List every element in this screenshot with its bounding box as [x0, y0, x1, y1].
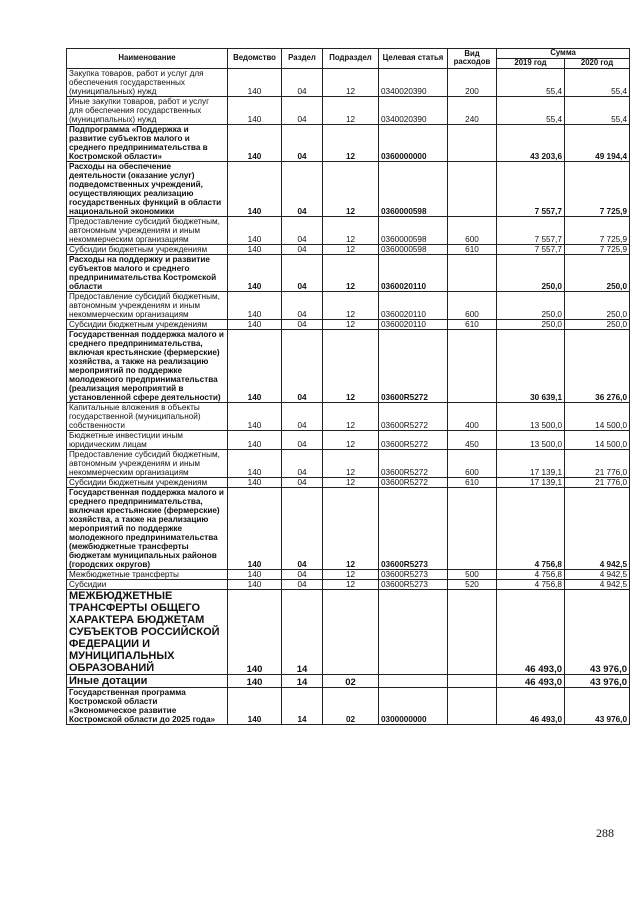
row-name: Государственная поддержка малого и среднего предпринимательства, включая крестьянские (фермерские) хозяйства, а также на реализацию мероприятий по поддержке молодежного предпринимательства (реализация мероприятий в установленной сфере деятельности)	[67, 329, 228, 402]
row-name: МЕЖБЮДЖЕТНЫЕ ТРАНСФЕРТЫ ОБЩЕГО ХАРАКТЕРА БЮДЖЕТАМ СУБЪЕКТОВ РОССИЙСКОЙ ФЕДЕРАЦИИ И МУНИЦИПАЛЬНЫХ ОБРАЗОВАНИЙ	[67, 589, 228, 674]
row-sum-2019: 7 557,7	[497, 216, 565, 244]
row-sum-2019: 7 557,7	[497, 244, 565, 254]
row-subsection: 12	[323, 291, 379, 319]
col-header-section: Раздел	[282, 49, 323, 69]
page-number: 288	[596, 826, 614, 840]
row-section: 04	[282, 487, 323, 569]
row-sum-2020: 250,0	[565, 319, 630, 329]
row-section: 04	[282, 124, 323, 161]
row-type: 600	[448, 216, 497, 244]
row-dept: 140	[228, 244, 282, 254]
row-target: 0360000598	[379, 216, 448, 244]
row-dept: 140	[228, 487, 282, 569]
row-name: Расходы на поддержку и развитие субъектов малого и среднего предпринимательства Костромской области	[67, 254, 228, 291]
row-sum-2019: 13 500,0	[497, 402, 565, 430]
table-row	[67, 124, 630, 161]
row-section: 04	[282, 477, 323, 487]
row-type	[448, 161, 497, 216]
row-name: Закупка товаров, работ и услуг для обеспечения государственных (муниципальных) нужд	[67, 68, 228, 96]
row-subsection: 02	[323, 687, 379, 724]
row-dept: 140	[228, 449, 282, 477]
row-subsection: 12	[323, 319, 379, 329]
row-subsection: 12	[323, 124, 379, 161]
table-row	[67, 68, 630, 96]
row-subsection: 12	[323, 68, 379, 96]
table-row	[67, 430, 630, 449]
row-sum-2020: 21 776,0	[565, 477, 630, 487]
row-sum-2019: 55,4	[497, 68, 565, 96]
row-name: Расходы на обеспечение деятельности (оказание услуг) подведомственных учреждений, осуществляющих реализацию государственных функций в области национальной экономики	[67, 161, 228, 216]
row-dept: 140	[228, 319, 282, 329]
table-body	[67, 68, 630, 724]
row-subsection: 12	[323, 254, 379, 291]
row-subsection: 12	[323, 487, 379, 569]
row-target: 0340020390	[379, 96, 448, 124]
table-row	[67, 216, 630, 244]
row-section: 04	[282, 430, 323, 449]
row-sum-2019: 17 139,1	[497, 477, 565, 487]
row-name: Предоставление субсидий бюджетным, автономным учреждениям и иным некоммерческим организациям	[67, 291, 228, 319]
row-target: 03600R5272	[379, 477, 448, 487]
row-type	[448, 487, 497, 569]
row-target: 03600R5273	[379, 487, 448, 569]
col-header-dept: Ведомство	[228, 49, 282, 69]
row-dept: 140	[228, 402, 282, 430]
row-sum-2020: 55,4	[565, 96, 630, 124]
row-target: 0300000000	[379, 687, 448, 724]
col-header-target: Целевая статья	[379, 49, 448, 69]
row-sum-2019: 30 639,1	[497, 329, 565, 402]
table-row	[67, 569, 630, 579]
row-type	[448, 124, 497, 161]
table-row	[67, 329, 630, 402]
row-dept: 140	[228, 477, 282, 487]
row-section: 04	[282, 96, 323, 124]
row-subsection: 12	[323, 244, 379, 254]
table-row	[67, 687, 630, 724]
table-row	[67, 244, 630, 254]
col-header-sum: Сумма	[497, 49, 630, 59]
row-section: 04	[282, 319, 323, 329]
row-section: 04	[282, 329, 323, 402]
table-row	[67, 449, 630, 477]
row-section: 14	[282, 589, 323, 674]
row-subsection: 12	[323, 329, 379, 402]
row-dept: 140	[228, 124, 282, 161]
row-subsection: 12	[323, 579, 379, 589]
row-sum-2020: 250,0	[565, 254, 630, 291]
row-target: 03600R5272	[379, 449, 448, 477]
row-dept: 140	[228, 96, 282, 124]
row-sum-2020: 21 776,0	[565, 449, 630, 477]
row-dept: 140	[228, 254, 282, 291]
row-type	[448, 329, 497, 402]
row-section: 04	[282, 244, 323, 254]
table-row	[67, 589, 630, 674]
row-type	[448, 687, 497, 724]
row-target	[379, 589, 448, 674]
row-type: 450	[448, 430, 497, 449]
row-subsection: 12	[323, 402, 379, 430]
row-subsection: 02	[323, 674, 379, 687]
row-dept: 140	[228, 216, 282, 244]
row-type: 610	[448, 244, 497, 254]
row-sum-2020: 250,0	[565, 291, 630, 319]
row-dept: 140	[228, 329, 282, 402]
row-sum-2020: 7 725,9	[565, 161, 630, 216]
row-name: Капитальные вложения в объекты государственной (муниципальной) собственности	[67, 402, 228, 430]
row-name: Субсидии бюджетным учреждениям	[67, 319, 228, 329]
table-row	[67, 579, 630, 589]
row-type	[448, 674, 497, 687]
table-row	[67, 161, 630, 216]
row-sum-2019: 250,0	[497, 254, 565, 291]
row-name: Субсидии бюджетным учреждениям	[67, 244, 228, 254]
row-name: Государственная поддержка малого и среднего предпринимательства, включая крестьянские (фермерские) хозяйства, а также на реализацию мероприятий по поддержке молодежного предпринимательства (межбюджетные трансферты бюджетам муниципальных районов (городских округов)	[67, 487, 228, 569]
table-row	[67, 487, 630, 569]
row-target: 0360020110	[379, 254, 448, 291]
row-target: 03600R5272	[379, 402, 448, 430]
row-subsection	[323, 589, 379, 674]
row-dept: 140	[228, 68, 282, 96]
row-subsection: 12	[323, 449, 379, 477]
row-target: 0360000598	[379, 161, 448, 216]
table-row	[67, 254, 630, 291]
row-dept: 140	[228, 579, 282, 589]
row-dept: 140	[228, 687, 282, 724]
col-header-2020: 2020 год	[565, 59, 630, 69]
row-section: 04	[282, 216, 323, 244]
row-name: Межбюджетные трансферты	[67, 569, 228, 579]
row-target: 03600R5272	[379, 329, 448, 402]
row-sum-2019: 250,0	[497, 291, 565, 319]
row-section: 04	[282, 161, 323, 216]
row-sum-2019: 4 756,8	[497, 579, 565, 589]
row-sum-2019: 55,4	[497, 96, 565, 124]
row-section: 14	[282, 687, 323, 724]
row-sum-2019: 4 756,8	[497, 487, 565, 569]
row-sum-2019: 46 493,0	[497, 589, 565, 674]
table-row	[67, 96, 630, 124]
table-row	[67, 477, 630, 487]
budget-table	[66, 48, 630, 725]
row-subsection: 12	[323, 161, 379, 216]
table-row	[67, 674, 630, 687]
row-sum-2020: 7 725,9	[565, 244, 630, 254]
row-name: Государственная программа Костромской области «Экономическое развитие Костромской области до 2025 года»	[67, 687, 228, 724]
row-dept: 140	[228, 589, 282, 674]
row-sum-2020: 36 276,0	[565, 329, 630, 402]
table-row	[67, 291, 630, 319]
row-type	[448, 589, 497, 674]
row-subsection: 12	[323, 430, 379, 449]
row-sum-2019: 13 500,0	[497, 430, 565, 449]
row-section: 04	[282, 579, 323, 589]
row-sum-2020: 4 942,5	[565, 569, 630, 579]
row-sum-2020: 49 194,4	[565, 124, 630, 161]
row-subsection: 12	[323, 216, 379, 244]
row-sum-2020: 4 942,5	[565, 579, 630, 589]
row-section: 04	[282, 254, 323, 291]
row-name: Бюджетные инвестиции иным юридическим лицам	[67, 430, 228, 449]
row-name: Субсидии	[67, 579, 228, 589]
row-sum-2019: 250,0	[497, 319, 565, 329]
row-dept: 140	[228, 430, 282, 449]
row-target	[379, 674, 448, 687]
row-sum-2019: 4 756,8	[497, 569, 565, 579]
row-sum-2020: 43 976,0	[565, 687, 630, 724]
row-name: Подпрограмма «Поддержка и развитие субъектов малого и среднего предпринимательства в Костромской области»	[67, 124, 228, 161]
row-type: 400	[448, 402, 497, 430]
row-sum-2019: 17 139,1	[497, 449, 565, 477]
row-target: 0360000000	[379, 124, 448, 161]
row-dept: 140	[228, 674, 282, 687]
table-row	[67, 402, 630, 430]
row-sum-2019: 7 557,7	[497, 161, 565, 216]
row-section: 14	[282, 674, 323, 687]
row-type: 610	[448, 477, 497, 487]
row-type: 610	[448, 319, 497, 329]
row-sum-2019: 46 493,0	[497, 674, 565, 687]
col-header-name: Наименование	[67, 49, 228, 69]
row-section: 04	[282, 569, 323, 579]
row-sum-2020: 55,4	[565, 68, 630, 96]
row-name: Предоставление субсидий бюджетным, автономным учреждениям и иным некоммерческим организациям	[67, 216, 228, 244]
row-subsection: 12	[323, 569, 379, 579]
row-target: 0340020390	[379, 68, 448, 96]
row-target: 03600R5272	[379, 430, 448, 449]
row-sum-2020: 4 942,5	[565, 487, 630, 569]
row-subsection: 12	[323, 96, 379, 124]
row-name: Иные закупки товаров, работ и услуг для обеспечения государственных (муниципальных) нужд	[67, 96, 228, 124]
col-header-2019: 2019 год	[497, 59, 565, 69]
row-dept: 140	[228, 291, 282, 319]
row-type: 600	[448, 449, 497, 477]
row-dept: 140	[228, 161, 282, 216]
row-dept: 140	[228, 569, 282, 579]
row-subsection: 12	[323, 477, 379, 487]
row-section: 04	[282, 402, 323, 430]
table-header	[67, 49, 630, 69]
row-sum-2020: 43 976,0	[565, 589, 630, 674]
row-type: 520	[448, 579, 497, 589]
row-sum-2020: 7 725,9	[565, 216, 630, 244]
row-type: 500	[448, 569, 497, 579]
table-row	[67, 319, 630, 329]
row-target: 0360000598	[379, 244, 448, 254]
row-name: Предоставление субсидий бюджетным, автономным учреждениям и иным некоммерческим организациям	[67, 449, 228, 477]
row-sum-2019: 46 493,0	[497, 687, 565, 724]
row-target: 03600R5273	[379, 579, 448, 589]
row-type: 200	[448, 68, 497, 96]
col-header-subsection: Подраздел	[323, 49, 379, 69]
row-section: 04	[282, 449, 323, 477]
row-target: 0360020110	[379, 319, 448, 329]
row-section: 04	[282, 68, 323, 96]
row-target: 03600R5273	[379, 569, 448, 579]
row-name: Иные дотации	[67, 674, 228, 687]
row-target: 0360020110	[379, 291, 448, 319]
row-sum-2020: 43 976,0	[565, 674, 630, 687]
row-sum-2020: 14 500,0	[565, 430, 630, 449]
row-sum-2019: 43 203,6	[497, 124, 565, 161]
col-header-type: Вид расходов	[448, 49, 497, 69]
row-section: 04	[282, 291, 323, 319]
row-name: Субсидии бюджетным учреждениям	[67, 477, 228, 487]
row-type: 240	[448, 96, 497, 124]
row-type	[448, 254, 497, 291]
row-sum-2020: 14 500,0	[565, 402, 630, 430]
row-type: 600	[448, 291, 497, 319]
